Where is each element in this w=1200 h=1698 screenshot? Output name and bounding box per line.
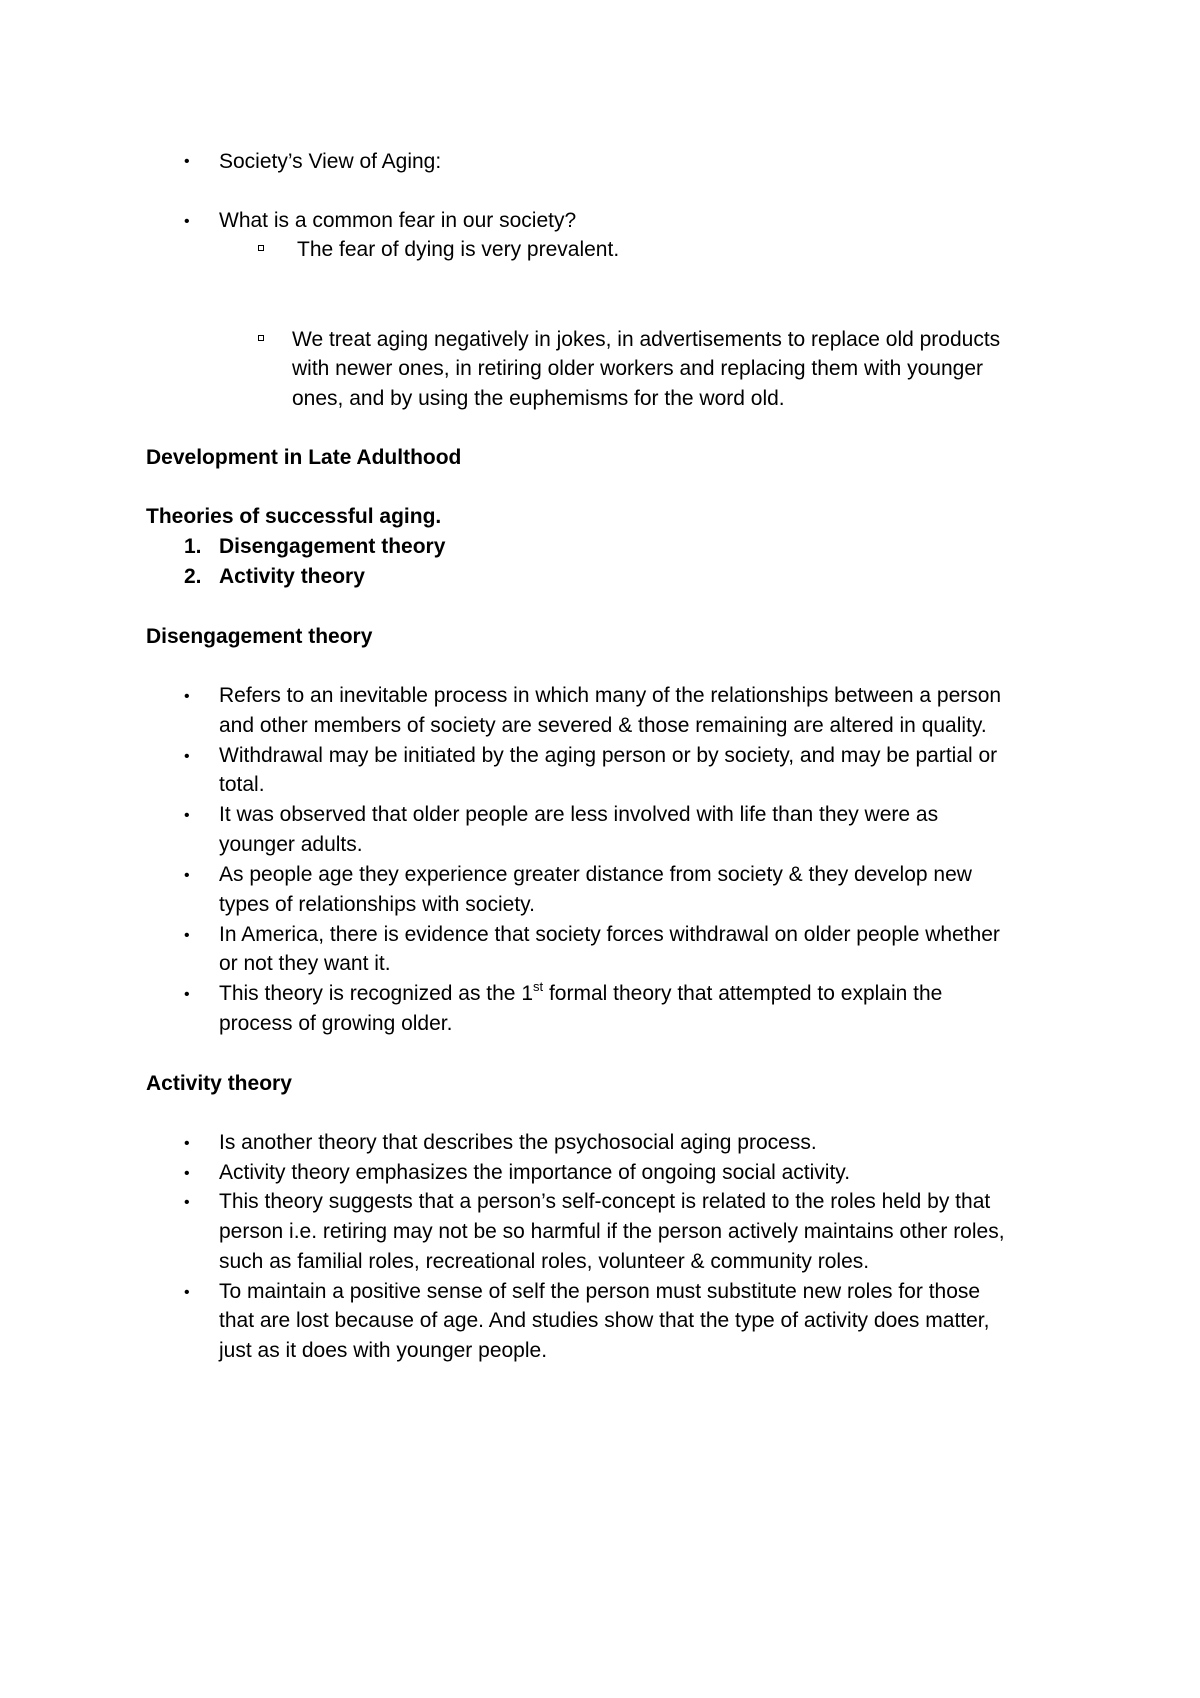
- bullet-icon: •: [184, 986, 190, 1003]
- negative-aging-line: We treat aging negatively in jokes, in advertisements to replace old products: [292, 328, 1001, 351]
- disengagement-text: In America, there is evidence that society forces withdrawal on older people whether: [219, 923, 1000, 946]
- disengagement-text: or not they want it.: [219, 952, 391, 975]
- bullet-icon: •: [184, 688, 190, 705]
- activity-text: Activity theory emphasizes the importance of ongoing social activity.: [219, 1161, 851, 1184]
- activity-text: that are lost because of age. And studies show that the type of activity does matter,: [219, 1309, 990, 1332]
- activity-heading: Activity theory: [146, 1072, 292, 1095]
- disengagement-text: [219, 979, 943, 1006]
- bullet-icon: •: [184, 807, 190, 824]
- activity-text: just as it does with younger people.: [219, 1339, 548, 1362]
- disengagement-text: process of growing older.: [219, 1012, 453, 1035]
- list-number: 1.: [184, 535, 202, 558]
- disengagement-text: It was observed that older people are less involved with life than they were as: [219, 803, 939, 826]
- negative-aging-line: ones, and by using the euphemisms for the word old.: [292, 387, 785, 410]
- ordinal-suffix: st: [533, 979, 544, 994]
- disengagement-text: total.: [219, 773, 265, 796]
- theories-heading: Theories of successful aging.: [146, 505, 442, 528]
- square-bullet-icon: [258, 245, 264, 251]
- disengagement-text: Withdrawal may be initiated by the aging person or by society, and may be partial or: [219, 744, 998, 767]
- first-theory-text: This theory is recognized as the 1: [219, 982, 533, 1005]
- society-heading: Society’s View of Aging:: [219, 150, 442, 173]
- disengagement-text: and other members of society are severed & those remaining are altered in quality.: [219, 714, 987, 737]
- fear-answer: The fear of dying is very prevalent.: [297, 238, 620, 261]
- disengagement-text: Refers to an inevitable process in which many of the relationships between a person: [219, 684, 1002, 707]
- bullet-icon: •: [184, 927, 190, 944]
- disengagement-text: types of relationships with society.: [219, 893, 535, 916]
- development-heading: Development in Late Adulthood: [146, 446, 462, 469]
- bullet-icon: •: [184, 153, 190, 170]
- activity-text: such as familial roles, recreational roles, volunteer & community roles.: [219, 1250, 870, 1273]
- bullet-icon: •: [184, 1284, 190, 1301]
- bullet-icon: •: [184, 867, 190, 884]
- square-bullet-icon: [258, 335, 264, 341]
- bullet-icon: •: [184, 1165, 190, 1182]
- first-theory-text-cont: formal theory that attempted to explain the: [543, 982, 943, 1005]
- activity-text: This theory suggests that a person’s self-concept is related to the roles held by that: [219, 1190, 991, 1213]
- disengagement-text: younger adults.: [219, 833, 363, 856]
- disengagement-heading: Disengagement theory: [146, 625, 373, 648]
- common-fear-question: What is a common fear in our society?: [219, 209, 577, 232]
- bullet-icon: •: [184, 748, 190, 765]
- bullet-icon: •: [184, 1135, 190, 1152]
- disengagement-text: As people age they experience greater distance from society & they develop new: [219, 863, 972, 886]
- bullet-icon: •: [184, 1194, 190, 1211]
- activity-text: person i.e. retiring may not be so harmful if the person actively maintains other roles,: [219, 1220, 1005, 1243]
- list-number: 2.: [184, 565, 202, 588]
- theory-item-activity: Activity theory: [219, 565, 365, 588]
- activity-text: To maintain a positive sense of self the person must substitute new roles for those: [219, 1280, 981, 1303]
- bullet-icon: •: [184, 213, 190, 230]
- negative-aging-line: with newer ones, in retiring older workers and replacing them with younger: [292, 357, 984, 380]
- activity-text: Is another theory that describes the psychosocial aging process.: [219, 1131, 817, 1154]
- theory-item-disengagement: Disengagement theory: [219, 535, 446, 558]
